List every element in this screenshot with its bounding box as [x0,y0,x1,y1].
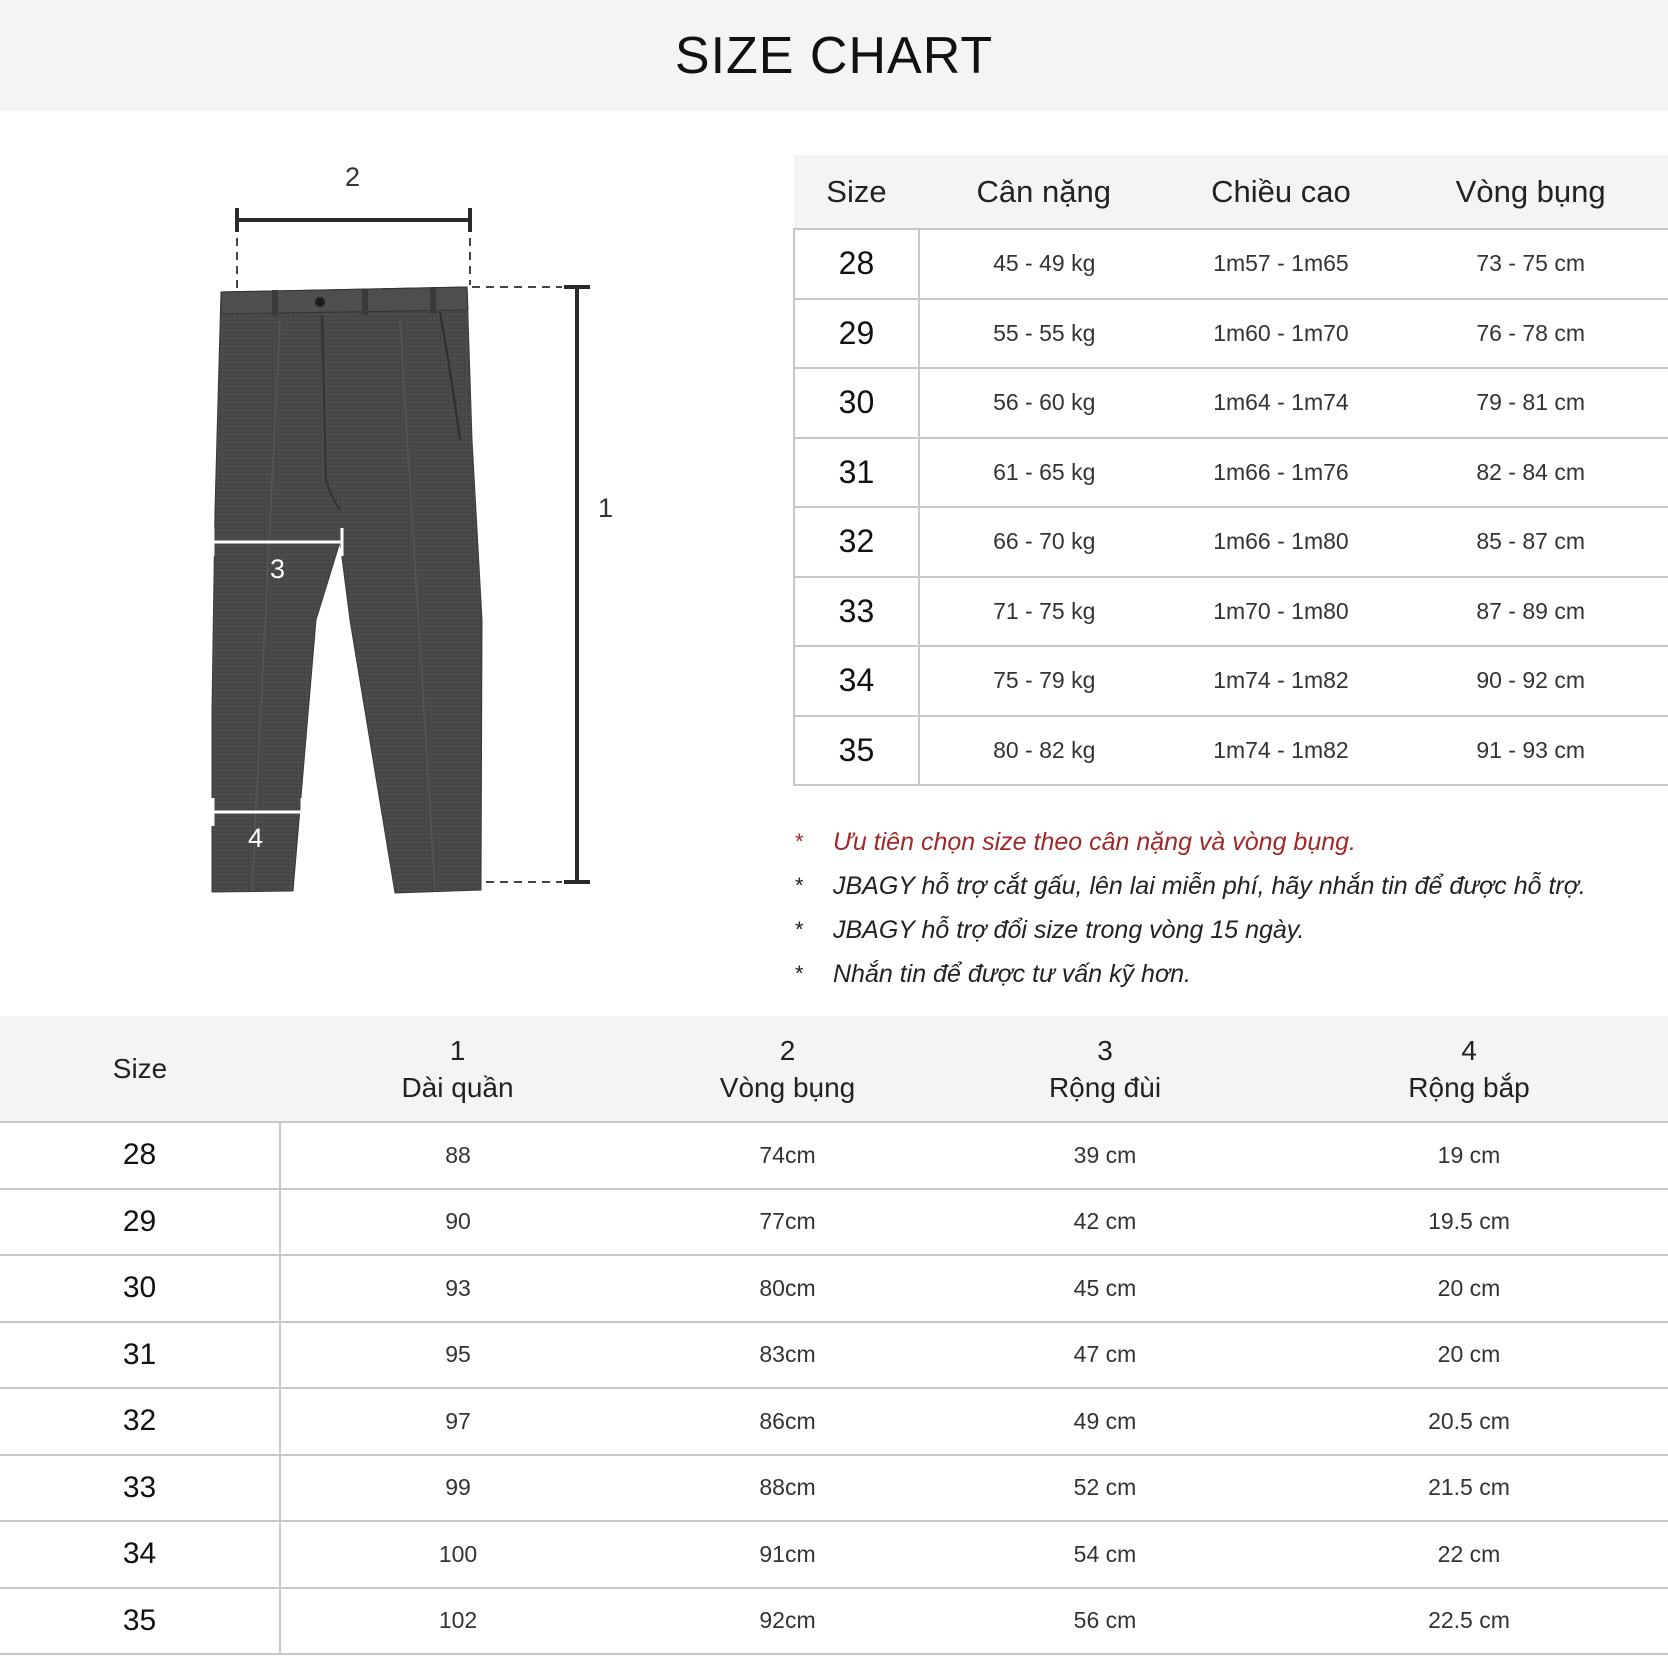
table-cell: 102 [280,1588,635,1655]
size-cell: 32 [794,507,919,577]
col-header-number: 2 [779,1034,796,1066]
trousers-illustration [190,150,640,910]
button-icon [315,297,325,307]
table-cell: 80 - 82 kg [919,716,1169,786]
waist-label: 2 [345,162,361,192]
table-cell: 54 cm [940,1521,1270,1588]
table-cell: 90 - 92 cm [1393,646,1668,716]
col-header [280,1016,635,1122]
table-cell: 22.5 cm [1270,1588,1668,1655]
table-cell: 42 cm [940,1189,1270,1256]
note-text: Nhắn tin để được tư vấn kỹ hơn. [833,959,1191,988]
table-cell: 71 - 75 kg [919,577,1169,647]
col-header-label: Vòng bụng [719,1071,856,1103]
size-cell: 30 [0,1255,280,1322]
table-cell: 75 - 79 kg [919,646,1169,716]
col-header-size: Size [794,155,919,229]
note-item [795,952,1665,996]
table-cell: 19 cm [1270,1122,1668,1189]
length-label: 1 [598,493,614,523]
table-cell: 56 cm [940,1588,1270,1655]
size-cell: 28 [0,1122,280,1189]
size-recommendation-table [793,155,1668,786]
table-row [0,1455,1668,1522]
size-cell: 35 [0,1588,280,1655]
table-row [794,229,1668,299]
table-cell: 49 cm [940,1388,1270,1455]
table-row [0,1588,1668,1655]
table-cell: 1m57 - 1m65 [1169,229,1394,299]
table-cell: 79 - 81 cm [1393,368,1668,438]
trousers-measurement-diagram [190,150,640,910]
table-cell: 1m66 - 1m80 [1169,507,1394,577]
note-item [795,820,1665,864]
col-header [635,1016,940,1122]
size-cell: 28 [794,229,919,299]
table-header-row [794,155,1668,229]
col-header [940,1016,1270,1122]
col-header [1270,1016,1668,1122]
table-cell: 86cm [635,1388,940,1455]
col-header-label: Rộng đùi [1048,1071,1162,1103]
table-cell: 76 - 78 cm [1393,299,1668,369]
table-row [794,646,1668,716]
asterisk-icon: * [795,917,804,942]
size-cell: 33 [794,577,919,647]
note-text: JBAGY hỗ trợ đổi size trong vòng 15 ngày. [833,915,1305,944]
table-cell: 80cm [635,1255,940,1322]
table-cell: 100 [280,1521,635,1588]
table-cell: 91cm [635,1521,940,1588]
table-cell: 82 - 84 cm [1393,438,1668,508]
table-cell: 39 cm [940,1122,1270,1189]
table-row [0,1521,1668,1588]
table-cell: 99 [280,1455,635,1522]
table-row [0,1122,1668,1189]
table-cell: 45 - 49 kg [919,229,1169,299]
size-cell: 34 [0,1521,280,1588]
table-cell: 93 [280,1255,635,1322]
size-cell: 35 [794,716,919,786]
table-cell: 1m60 - 1m70 [1169,299,1394,369]
col-header-number: 4 [1461,1034,1477,1066]
size-cell: 30 [794,368,919,438]
col-header-height: Chiều cao [1169,155,1394,229]
table-cell: 1m74 - 1m82 [1169,716,1394,786]
table-cell: 66 - 70 kg [919,507,1169,577]
page-header [0,0,1668,111]
note-item [795,864,1665,908]
table-cell: 61 - 65 kg [919,438,1169,508]
table-row [794,507,1668,577]
table-cell: 1m64 - 1m74 [1169,368,1394,438]
table-cell: 85 - 87 cm [1393,507,1668,577]
table-cell: 91 - 93 cm [1393,716,1668,786]
size-cell: 29 [794,299,919,369]
table-cell: 1m70 - 1m80 [1169,577,1394,647]
col-header-number: 3 [1097,1034,1113,1066]
size-cell: 29 [0,1189,280,1256]
table-cell: 55 - 55 kg [919,299,1169,369]
table-row [0,1388,1668,1455]
table-cell: 95 [280,1322,635,1389]
col-header-label: Rộng bắp [1408,1071,1530,1103]
size-cell: 31 [794,438,919,508]
table-cell: 20 cm [1270,1255,1668,1322]
trousers-shape [212,287,482,893]
col-header [0,1016,280,1122]
table-cell: 73 - 75 cm [1393,229,1668,299]
col-header-label: Dài quần [401,1071,514,1103]
table-cell: 88 [280,1122,635,1189]
table-row [794,438,1668,508]
table-row [794,716,1668,786]
table-cell: 52 cm [940,1455,1270,1522]
table-cell: 77cm [635,1189,940,1256]
note-item [795,908,1665,952]
table-cell: 45 cm [940,1255,1270,1322]
col-header-waist: Vòng bụng [1393,155,1668,229]
note-text: JBAGY hỗ trợ cắt gấu, lên lai miễn phí, hãy nhắn tin để được hỗ trợ. [833,871,1586,900]
size-cell: 34 [794,646,919,716]
table-row [794,299,1668,369]
table-cell: 74cm [635,1122,940,1189]
table-cell: 47 cm [940,1322,1270,1389]
hem-label: 4 [248,823,264,853]
table-cell: 20.5 cm [1270,1388,1668,1455]
table-row [794,577,1668,647]
table-cell: 90 [280,1189,635,1256]
notes-list [795,820,1665,996]
table-cell: 97 [280,1388,635,1455]
garment-measurement-table [0,1016,1668,1655]
table-cell: 1m74 - 1m82 [1169,646,1394,716]
note-text: Ưu tiên chọn size theo cân nặng và vòng bụng. [833,827,1356,856]
asterisk-icon: * [795,961,804,986]
page-title: SIZE CHART [674,26,994,85]
table-cell: 87 - 89 cm [1393,577,1668,647]
table-cell: 83cm [635,1322,940,1389]
table-cell: 92cm [635,1588,940,1655]
table-cell: 56 - 60 kg [919,368,1169,438]
asterisk-icon: * [795,829,804,854]
col-header-number: 1 [449,1034,466,1066]
asterisk-icon: * [795,873,804,898]
size-cell: 31 [0,1322,280,1389]
table-cell: 20 cm [1270,1322,1668,1389]
size-cell: 33 [0,1455,280,1522]
table-row [0,1322,1668,1389]
table-header-row [0,1016,1668,1122]
col-header-weight: Cân nặng [919,155,1169,229]
thigh-label: 3 [270,554,286,584]
table-row [794,368,1668,438]
table-row [0,1255,1668,1322]
size-cell: 32 [0,1388,280,1455]
table-row [0,1189,1668,1256]
table-cell: 1m66 - 1m76 [1169,438,1394,508]
table-cell: 88cm [635,1455,940,1522]
col-header-label: Size [112,1053,168,1084]
table-cell: 21.5 cm [1270,1455,1668,1522]
table-cell: 22 cm [1270,1521,1668,1588]
table-cell: 19.5 cm [1270,1189,1668,1256]
